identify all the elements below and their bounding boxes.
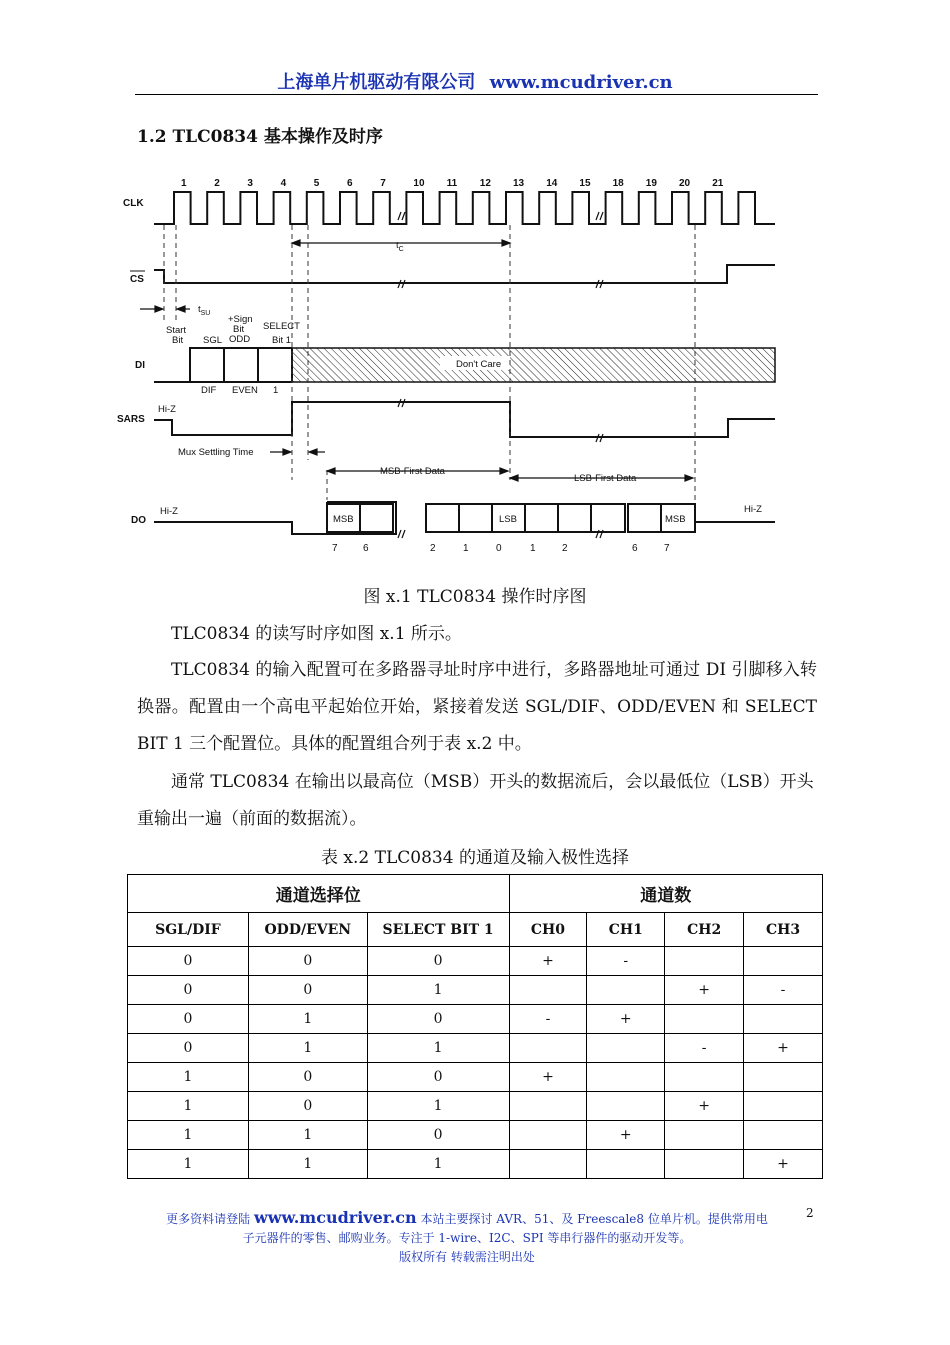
timing-diagram-svg <box>110 170 790 560</box>
sign-bit-label: +Sign Bit ODD <box>228 314 253 345</box>
clock-number: 7 <box>380 178 386 189</box>
table-row <box>128 1005 823 1034</box>
clock-number: 13 <box>513 178 525 189</box>
tsu-label: $t_{SU}$ <box>198 304 211 317</box>
table-cell: 0 <box>367 1005 509 1034</box>
table-cell <box>587 1092 665 1121</box>
column-header: CH3 <box>744 913 823 947</box>
sars-waveform <box>154 402 775 437</box>
table-cell: + <box>587 1121 665 1150</box>
select-bit-label: SELECT Bit 1 <box>263 321 300 346</box>
table-cell: 0 <box>128 1005 249 1034</box>
table-cell <box>509 1034 587 1063</box>
do-bit-numbers <box>332 543 670 554</box>
table-row <box>128 1063 823 1092</box>
clock-number: 10 <box>413 178 425 189</box>
msb-first-label: MSB-First Data <box>380 466 445 477</box>
table-cell <box>509 1092 587 1121</box>
column-header: ODD/EVEN <box>248 913 367 947</box>
table-cell: 0 <box>128 976 249 1005</box>
clock-number: 20 <box>679 178 691 189</box>
figure-caption: 图 x.1 TLC0834 操作时序图 <box>363 587 587 607</box>
clock-number: 3 <box>247 178 253 189</box>
table-cell <box>744 1092 823 1121</box>
even-label: EVEN <box>232 385 258 396</box>
dont-care-label: Don't Care <box>456 359 502 370</box>
table-cell: 1 <box>128 1121 249 1150</box>
do-bit-number: 7 <box>664 543 670 554</box>
table-cell: + <box>509 1063 587 1092</box>
channel-select-table <box>127 874 823 1179</box>
clock-number: 14 <box>546 178 558 189</box>
table-cell: - <box>587 947 665 976</box>
clock-number: 21 <box>712 178 724 189</box>
paragraph-3: 通常 TLC0834 在输出以最高位（MSB）开头的数据流后，会以最低位（LSB）开头重输出一遍（前面的数据流）。 <box>137 772 814 829</box>
mux-settling-label: Mux Settling Time <box>178 447 254 458</box>
column-header: SELECT BIT 1 <box>367 913 509 947</box>
footer-url[interactable]: www.mcudriver.cn <box>253 1208 417 1227</box>
clk-waveform <box>154 192 775 224</box>
footer-line-1: 更多资料请登陆 www.mcudriver.cn 本站主要探讨 AVR、51、及 Freescale8 位单片机。提供常用电 <box>166 1208 768 1227</box>
do-bit-number: 2 <box>562 543 568 554</box>
di-label: DI <box>135 360 145 371</box>
clock-number: 18 <box>612 178 624 189</box>
column-header: CH0 <box>509 913 587 947</box>
clock-number: 2 <box>214 178 220 189</box>
table-row <box>128 1150 823 1179</box>
table-cell: 1 <box>128 1092 249 1121</box>
msb-cell-1: MSB <box>333 514 354 525</box>
table-caption: 表 x.2 TLC0834 的通道及输入极性选择 <box>321 848 629 868</box>
table-cell <box>744 947 823 976</box>
table-cell: 1 <box>367 976 509 1005</box>
table-cell: + <box>744 1034 823 1063</box>
paragraph-2: TLC0834 的输入配置可在多路器寻址时序中进行，多路器地址可通过 DI 引脚移入转换器。配置由一个高电平起始位开始，紧接着发送 SGL/DIF、ODD/EVEN 和 SELECT BIT 1 三个配置位。具体的配置组合列于表 x.2 中。 <box>137 660 817 754</box>
table-cell: 1 <box>248 1150 367 1179</box>
table-cell: 0 <box>128 1034 249 1063</box>
cs-label: CS <box>130 274 144 285</box>
do-bit-number: 2 <box>430 543 436 554</box>
table-cell: - <box>665 1034 744 1063</box>
table-cell <box>665 947 744 976</box>
column-header: SGL/DIF <box>128 913 249 947</box>
table-cell: 0 <box>128 947 249 976</box>
table-cell: 0 <box>248 1092 367 1121</box>
sars-label: SARS <box>117 414 145 425</box>
page-number: 2 <box>806 1206 814 1220</box>
table-cell: + <box>509 947 587 976</box>
table-cell: - <box>509 1005 587 1034</box>
table-cell: + <box>587 1005 665 1034</box>
timing-diagram <box>110 170 790 560</box>
table-cell: 1 <box>367 1150 509 1179</box>
table-row <box>128 947 823 976</box>
column-header-row <box>128 913 823 947</box>
do-bit-number: 1 <box>530 543 536 554</box>
table-row <box>128 976 823 1005</box>
table-cell <box>587 1063 665 1092</box>
table-cell: 0 <box>248 976 367 1005</box>
do-waveform-hiz <box>154 522 327 534</box>
table-row <box>128 1092 823 1121</box>
one-label: 1 <box>273 385 279 396</box>
tc-label: $t_C$ <box>396 240 404 253</box>
table-cell: - <box>744 976 823 1005</box>
table-cell <box>665 1121 744 1150</box>
do-label: DO <box>131 515 146 526</box>
do-bit-number: 6 <box>363 543 369 554</box>
table-cell: 1 <box>248 1121 367 1150</box>
table-cell <box>665 1150 744 1179</box>
do-hiz-label: Hi-Z <box>160 506 178 517</box>
lsb-first-label: LSB-First Data <box>574 473 637 484</box>
clock-number: 6 <box>347 178 353 189</box>
clk-label: CLK <box>123 198 144 209</box>
table-cell <box>587 1150 665 1179</box>
section-title: 1.2 TLC0834 基本操作及时序 <box>137 127 383 147</box>
table-cell: 1 <box>128 1150 249 1179</box>
group-header-select-bits: 通道选择位 <box>128 875 510 913</box>
sars-hiz-label: Hi-Z <box>158 404 176 415</box>
table-cell: 1 <box>248 1005 367 1034</box>
table-cell <box>744 1121 823 1150</box>
table-cell <box>509 1121 587 1150</box>
clock-numbers <box>181 178 724 189</box>
table-cell <box>587 976 665 1005</box>
page-footer <box>137 1208 797 1267</box>
do-bit-number: 1 <box>463 543 469 554</box>
sgl-label: SGL <box>203 335 223 346</box>
table-cell: 0 <box>367 1063 509 1092</box>
table-cell <box>744 1005 823 1034</box>
clock-number: 1 <box>181 178 187 189</box>
table-cell: 1 <box>248 1034 367 1063</box>
do-bit-number: 0 <box>496 543 502 554</box>
column-header: CH1 <box>587 913 665 947</box>
clock-number: 12 <box>479 178 491 189</box>
table-cell: 1 <box>367 1034 509 1063</box>
paragraph-1: TLC0834 的读写时序如图 x.1 所示。 <box>171 624 462 644</box>
table-cell: 0 <box>248 1063 367 1092</box>
footer-line-3: 版权所有 转载需注明出处 <box>399 1250 535 1264</box>
clock-number: 4 <box>280 178 287 189</box>
lsb-cell: LSB <box>499 514 517 525</box>
do-bit-number: 7 <box>332 543 338 554</box>
clock-number: 11 <box>446 178 458 189</box>
clock-number: 15 <box>579 178 591 189</box>
table-cell <box>665 1063 744 1092</box>
group-header-channels: 通道数 <box>509 875 823 913</box>
table-cell <box>509 976 587 1005</box>
footer-line-2: 子元器件的零售、邮购业务。专注于 1-wire、I2C、SPI 等串行器件的驱动开发等。 <box>242 1231 692 1245</box>
table-cell: 1 <box>367 1092 509 1121</box>
table-body <box>128 947 823 1179</box>
table-row <box>128 1121 823 1150</box>
table-cell: 0 <box>248 947 367 976</box>
table-cell: 1 <box>128 1063 249 1092</box>
clock-number: 5 <box>313 178 320 189</box>
start-bit-label: Start Bit <box>166 325 187 346</box>
table-cell <box>587 1034 665 1063</box>
dont-care-region <box>292 348 775 382</box>
table-cell: + <box>665 1092 744 1121</box>
cs-waveform <box>154 265 775 283</box>
table-cell <box>744 1063 823 1092</box>
table-row <box>128 1034 823 1063</box>
clock-number: 19 <box>645 178 657 189</box>
table-cell: + <box>665 976 744 1005</box>
do-bit-number: 6 <box>632 543 638 554</box>
table-cell: + <box>744 1150 823 1179</box>
table-cell <box>665 1005 744 1034</box>
dif-label: DIF <box>201 385 217 396</box>
table-cell <box>509 1150 587 1179</box>
do-hiz-end-label: Hi-Z <box>744 504 762 515</box>
table-cell: 0 <box>367 1121 509 1150</box>
header-url[interactable]: www.mcudriver.cn <box>489 72 673 93</box>
msb-cell-2: MSB <box>665 514 686 525</box>
header-company: 上海单片机驱动有限公司 <box>277 72 476 93</box>
column-header: CH2 <box>665 913 744 947</box>
page-header <box>0 68 950 94</box>
header-rule <box>135 94 818 95</box>
table-cell: 0 <box>367 947 509 976</box>
